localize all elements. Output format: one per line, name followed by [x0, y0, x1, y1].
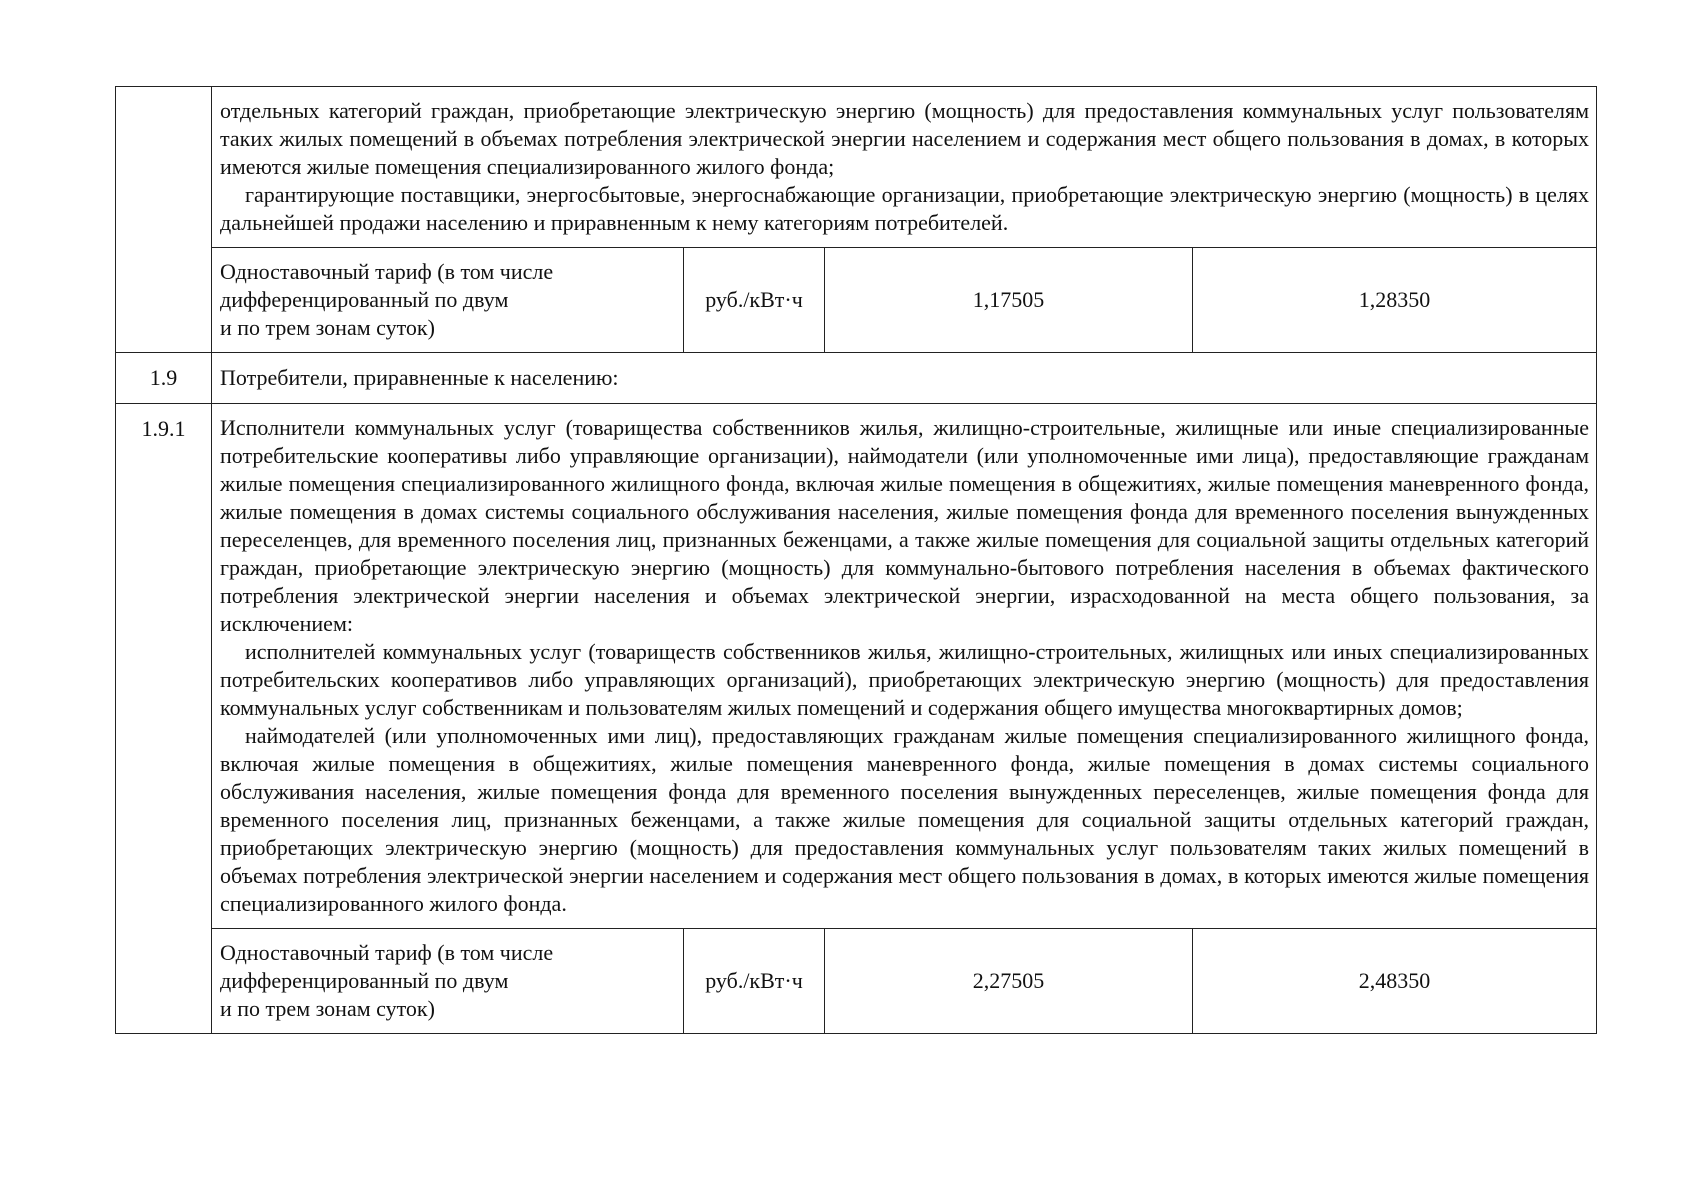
tariff-name-line: дифференцированный по двум [220, 968, 509, 993]
tariff-name-line: и по трем зонам суток) [220, 996, 435, 1021]
number-cell-empty [116, 87, 212, 353]
paragraph: Исполнители коммунальных услуг (товарищества собственников жилья, жилищно-строительные, жилищные или иные специализированные потребительские кооперативы либо управляющие организации), наймодатели (или уполномоченные ими лица), предоставляющие гражданам жилые помещения специализированного жилищного фонда, включая жилые помещения в общежитиях, жилые помещения маневренного фонда, жилые помещения в домах системы социального обслуживания населения, жилые помещения фонда для временного поселения вынужденных переселенцев, для временного поселения лиц, признанных беженцами, а также жилые помещения для социальной защиты отдельных категорий граждан, приобретающие электрическую энергию (мощность) для коммунально-бытового потребления населения в объемах фактического потребления электрической энергии населения и объемах электрической энергии, израсходованной на места общего пользования, за исключением: [220, 415, 1590, 636]
continuation-text-cell [212, 87, 1597, 248]
tariff-value-1-cell: 1,17505 [825, 248, 1193, 353]
tariff-name-line: Одноставочный тариф (в том числе [220, 940, 554, 965]
paragraph: гарантирующие поставщики, энергосбытовые, энергоснабжающие организации, приобретающие электрическую энергию (мощность) в целях дальнейшей продажи населению и приравненным к нему категориям потребителей. [220, 182, 1590, 235]
tariff-value-1-cell: 2,27505 [825, 929, 1193, 1034]
tariff-name-line: дифференцированный по двум [220, 287, 509, 312]
tariff-name-line: и по трем зонам суток) [220, 315, 435, 340]
paragraph: исполнителей коммунальных услуг (товариществ собственников жилья, жилищно-строительных, жилищных или иных специализированных потребительских кооперативов либо управляющих организаций), приобретающих электрическую энергию (мощность) для предоставления коммунальных услуг собственникам и пользователям жилых помещений и содержания общего имущества многоквартирных домов; [220, 639, 1590, 720]
section-number-cell: 1.9 [116, 353, 212, 404]
tariff-value-2-cell: 2,48350 [1193, 929, 1597, 1034]
table-row-section-1-9-1 [116, 404, 1597, 929]
tariff-name-cell [212, 929, 684, 1034]
section-number-cell: 1.9.1 [116, 404, 212, 1034]
table-row-section-1-9 [116, 353, 1597, 404]
section-text-cell [212, 404, 1597, 929]
paragraph: наймодателей (или уполномоченных ими лиц), предоставляющих гражданам жилые помещения специализированного жилищного фонда, включая жилые помещения в общежитиях, жилые помещения маневренного фонда, жилые помещения в домах системы социального обслуживания населения, жилые помещения фонда для временного поселения вынужденных переселенцев, жилые помещения фонда для временного поселения лиц, признанных беженцами, а также жилые помещения для социальной защиты отдельных категорий граждан, приобретающих электрическую энергию (мощность) для предоставления коммунальных услуг пользователям таких жилых помещений в объемах потребления электрической энергии населением и содержания мест общего пользования в домах, в которых имеются жилые помещения специализированного жилого фонда. [220, 723, 1590, 916]
tariff-name-line: Одноставочный тариф (в том числе [220, 259, 554, 284]
paragraph: отдельных категорий граждан, приобретающие электрическую энергию (мощность) для предоставления коммунальных услуг пользователям таких жилых помещений в объемах потребления электрической энергии населением и содержания мест общего пользования в домах, в которых имеются жилые помещения специализированного жилого фонда; [220, 98, 1590, 179]
tariff-unit-cell: руб./кВт·ч [684, 929, 825, 1034]
section-title-cell: Потребители, приравненные к населению: [212, 353, 1597, 404]
tariff-unit-cell: руб./кВт·ч [684, 248, 825, 353]
tariff-value-2-cell: 1,28350 [1193, 248, 1597, 353]
table-row-tariff [116, 248, 1597, 353]
tariff-name-cell [212, 248, 684, 353]
table-row-continuation [116, 87, 1597, 248]
table-row-tariff [116, 929, 1597, 1034]
tariff-table [115, 86, 1597, 1034]
